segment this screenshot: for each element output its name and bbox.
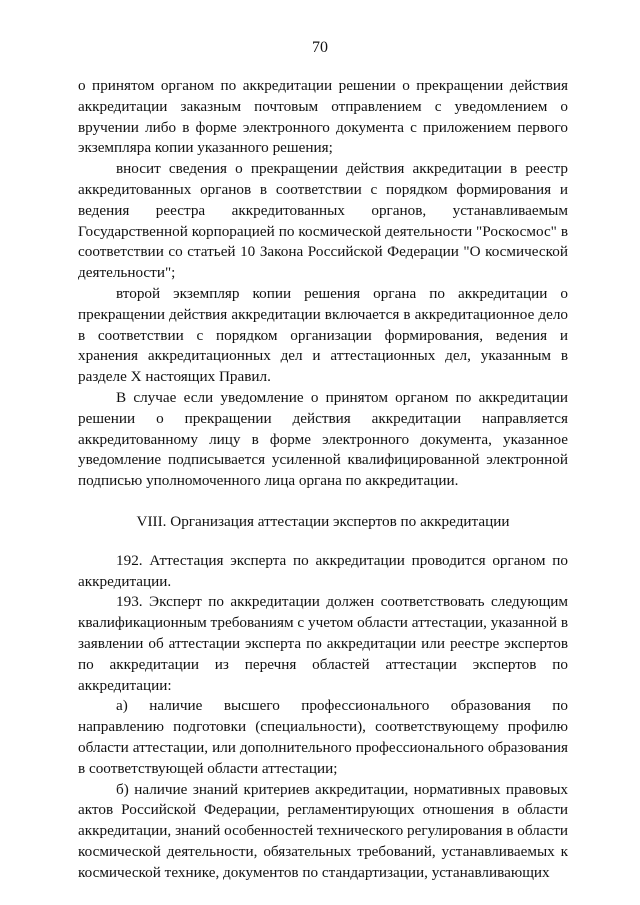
- paragraph: а) наличие высшего профессионального образования по направлению подготовки (специальности), соответствующему профилю области аттестации, или дополнительного профессионального образования в соответствующей области аттестации;: [78, 697, 568, 777]
- page-body: [78, 76, 568, 883]
- page-number: 70: [312, 39, 328, 56]
- section-heading: VIII. Организация аттестации экспертов по аккредитации: [136, 512, 510, 530]
- paragraph: 193. Эксперт по аккредитации должен соответствовать следующим квалификационным требованиям с учетом области аттестации, указанной в заявлении об аттестации эксперта по аккредитации или реестре экспертов по аккредитации из перечня областей аттестации экспертов по аккредитации:: [78, 593, 568, 694]
- paragraph: б) наличие знаний критериев аккредитации, нормативных правовых актов Российской Федерации, регламентирующих отношения в области аккредитации, знаний особенностей технического регулирования в области космической деятельности, обязательных требований, устанавливаемых к космической технике, документов по стандартизации, устанавливающих: [78, 780, 568, 881]
- paragraph: вносит сведения о прекращении действия аккредитации в реестр аккредитованных органов в соответствии с порядком формирования и ведения реестра аккредитованных органов, устанавливаемым Государственной корпорацией по космической деятельности "Роскосмос" в соответствии со статьей 10 Закона Российской Федерации "О космической деятельности";: [78, 160, 568, 282]
- paragraph: о принятом органом по аккредитации решении о прекращении действия аккредитации заказным почтовым отправлением с уведомлением о вручении либо в форме электронного документа с приложением первого экземпляра копии указанного решения;: [78, 77, 568, 157]
- paragraph: 192. Аттестация эксперта по аккредитации проводится органом по аккредитации.: [78, 551, 568, 590]
- paragraph: В случае если уведомление о принятом органом по аккредитации решении о прекращении действия аккредитации направляется аккредитованному лицу в форме электронного документа, указанное уведомление подписывается усиленной квалифицированной электронной подписью уполномоченного лица органа по аккредитации.: [78, 388, 568, 490]
- paragraph: второй экземпляр копии решения органа по аккредитации о прекращении действия аккредитации включается в аккредитационное дело в соответствии с порядком организации формирования, ведения и хранения аккредитационных дел и аттестационных дел, указанным в разделе X настоящих Правил.: [78, 284, 568, 386]
